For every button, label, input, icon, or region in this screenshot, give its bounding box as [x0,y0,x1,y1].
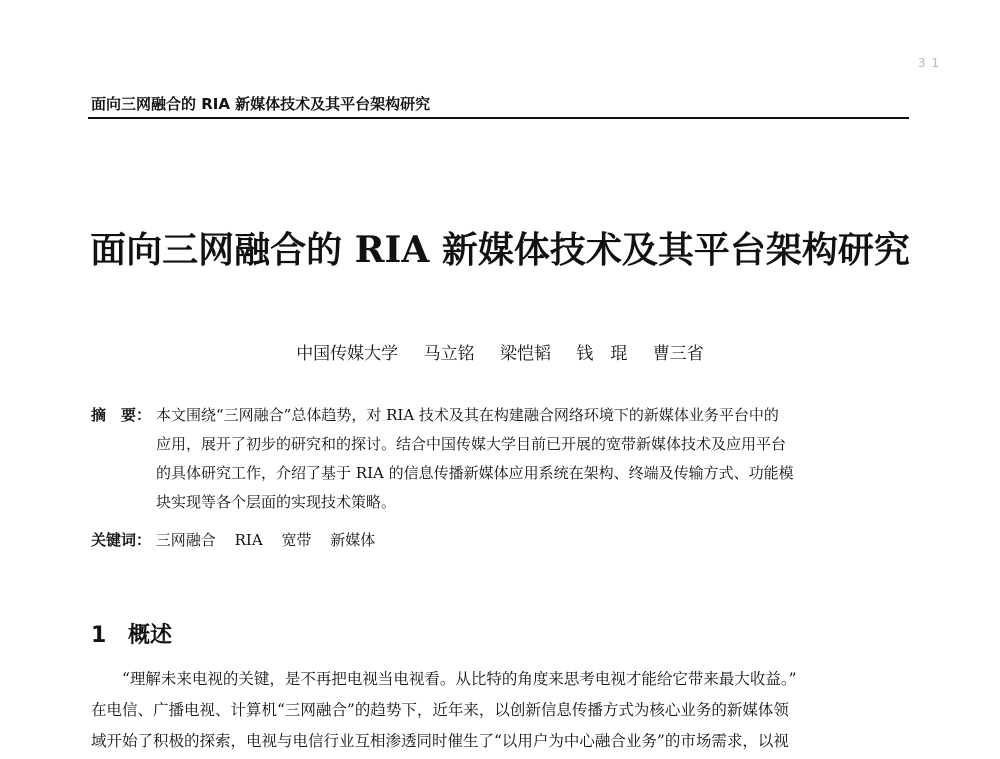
body-line: 域开始了积极的探索，电视与电信行业互相渗透同时催生了“以用户为中心融合业务”的市场需求，以视 [91,732,789,750]
abstract-line: 的具体研究工作，介绍了基于 RIA 的信息传播新媒体应用系统在架构、终端及传输方式、功能模 [156,464,794,482]
abstract-line: 块实现等各个层面的实现技术策略。 [156,493,397,511]
keywords [91,526,389,555]
author-line [0,339,1000,364]
paper-title: 面向三网融合的 RIA 新媒体技术及其平台架构研究 [90,229,910,271]
page-corner-mark: 3 1 [918,56,941,70]
author-name: 钱 琨 [576,344,628,364]
keyword: 三网融合 [155,531,216,549]
body-line: “理解未来电视的关键，是不再把电视当电视看。从比特的角度来思考电视才能给它带来最大收益。” [122,670,797,688]
keyword: 新媒体 [330,531,376,549]
abstract-line: 应用，展开了初步的研究和的探讨。结合中国传媒大学目前已开展的宽带新媒体技术及应用平台 [156,435,787,453]
body-text [91,664,909,757]
header-rule [88,117,909,119]
section-heading [91,618,172,649]
keyword: RIA [234,531,263,549]
keywords-label: 关键词： [91,531,152,549]
body-line: 在电信、广播电视、计算机“三网融合”的趋势下，近年来，以创新信息传播方式为核心业务的新媒体领 [91,701,789,719]
author-name: 马立铭 [423,344,475,364]
keyword: 宽带 [281,531,312,549]
author-name: 梁恺韬 [500,344,551,364]
running-header: 面向三网融合的 RIA 新媒体技术及其平台架构研究 [91,95,431,113]
abstract-line [91,401,909,430]
author-affiliation: 中国传媒大学 [296,344,399,364]
section-number: 1 [91,623,107,648]
abstract-text: 本文围绕“三网融合”总体趋势，对 RIA 技术及其在构建融合网络环境下的新媒体业务平台中的 [156,406,779,424]
abstract [91,401,909,517]
abstract-label: 摘 要： [91,406,152,424]
section-title: 概述 [127,623,172,648]
author-name: 曹三省 [652,344,704,364]
